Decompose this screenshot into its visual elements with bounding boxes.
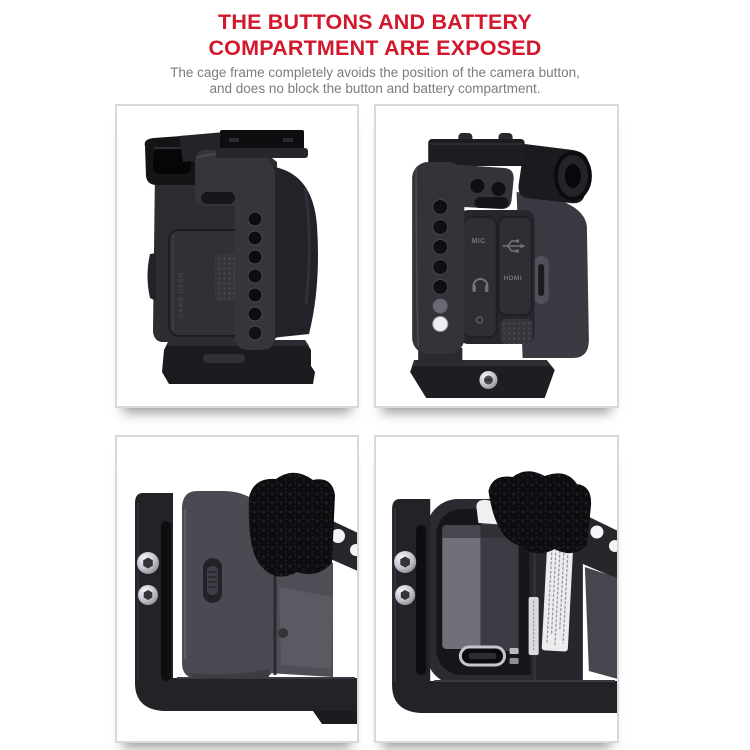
photo-cage-side-card-door: [115, 104, 359, 408]
bracket-screw-top: [137, 552, 159, 574]
bracket-screw-top: [394, 551, 416, 573]
card-door: [169, 230, 243, 336]
subtitle-line-1: The cage frame completely avoids the position of the camera button,: [170, 65, 580, 80]
cage-slot: [474, 197, 508, 208]
title-line-2: COMPARTMENT ARE EXPOSED: [208, 36, 542, 60]
cage-slot: [201, 192, 235, 204]
strap-lug: [534, 256, 549, 304]
hdmi-label: HDMI: [503, 275, 523, 282]
photo-battery-compartment-open: [374, 435, 619, 743]
mic-headphone-flap: [463, 217, 496, 337]
title-line-1: THE BUTTONS AND BATTERY: [218, 10, 532, 34]
base-plate: [162, 340, 315, 384]
bracket-slot: [416, 525, 426, 675]
photo-cage-side-ports: [374, 104, 619, 408]
quick-release-plate: [216, 130, 308, 158]
bracket-slot: [161, 521, 171, 681]
subtitle-line-2: and does no block the button and battery compartment.: [209, 80, 541, 96]
page-subtitle: [0, 65, 750, 96]
viewfinder-eyecup: [518, 144, 589, 203]
mic-label: MIC: [471, 238, 486, 245]
grip-pad: [501, 319, 533, 344]
bracket-screw-bottom: [395, 585, 415, 605]
camera-cage-right-side-illustration: [376, 106, 617, 406]
camera-body-side: [585, 567, 617, 679]
port-panel: [458, 210, 534, 344]
camera-cage-left-side-illustration: [117, 106, 357, 406]
door-release-button: [278, 628, 288, 638]
base-screw: [479, 371, 497, 389]
page-title: [0, 9, 750, 61]
hinge-label: [529, 597, 539, 655]
battery-door-closed-illustration: [117, 437, 357, 741]
photo-battery-door-closed: [115, 435, 359, 743]
usb-hdmi-flap: [499, 217, 532, 315]
door-latch: [203, 558, 222, 603]
body-step: [279, 587, 333, 669]
card-door-text: CARD OPEN: [179, 271, 185, 318]
grip-foam: [249, 473, 335, 577]
bracket-screw-bottom: [138, 585, 158, 605]
battery: [442, 523, 518, 651]
header: [0, 0, 750, 96]
battery-open-illustration: [376, 437, 617, 741]
